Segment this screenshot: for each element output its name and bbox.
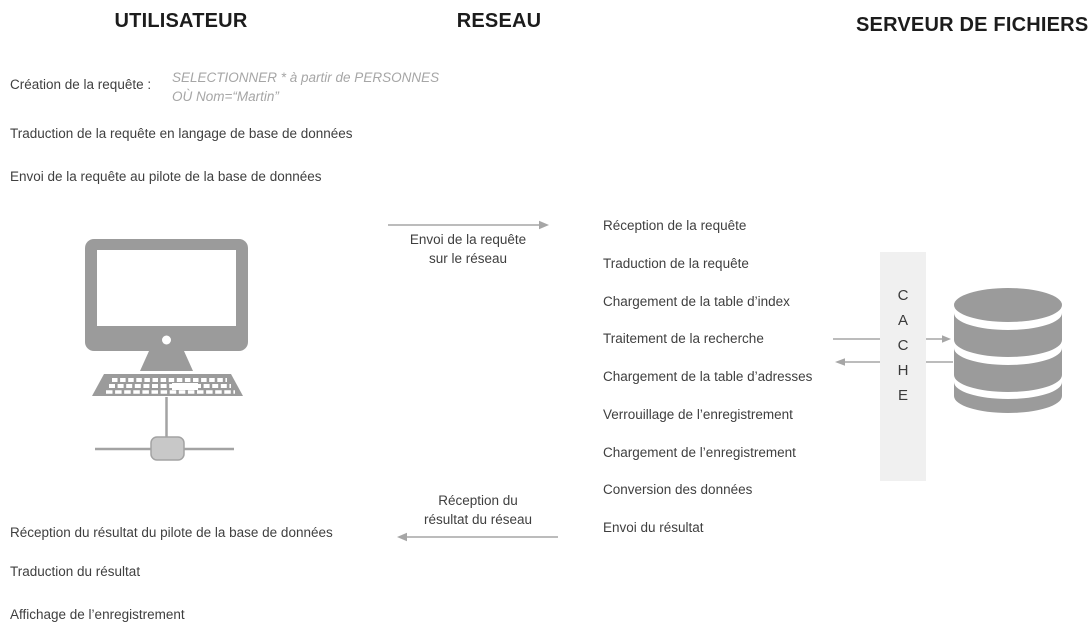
cache-letter-4: H bbox=[897, 362, 909, 379]
step-translate-request: Traduction de la requête en langage de base de données bbox=[10, 126, 353, 141]
arrow-cache-to-db-head bbox=[942, 335, 951, 343]
server-step-list bbox=[603, 218, 812, 558]
cache-box bbox=[880, 252, 926, 481]
network-send-label bbox=[387, 231, 549, 268]
cache-letter-5: E bbox=[897, 387, 908, 404]
keyboard-spacebar bbox=[172, 383, 198, 390]
step-display-record: Affichage de l’enregistrement bbox=[10, 607, 185, 622]
step-create-request: Création de la requête : bbox=[10, 77, 152, 92]
server-step-conversion: Conversion des données bbox=[603, 482, 753, 498]
database-cylinder-icon bbox=[954, 288, 1062, 413]
server-step-reception: Réception de la requête bbox=[603, 218, 747, 233]
step-translate-result: Traduction du résultat bbox=[10, 564, 141, 579]
network-receive-label-line1: Réception du bbox=[438, 493, 518, 508]
keyboard bbox=[92, 374, 243, 396]
cache-letter-1: C bbox=[897, 287, 909, 304]
arrow-send-request-network bbox=[388, 221, 549, 229]
cache-letter-3: C bbox=[897, 337, 909, 354]
server-step-traitement-recherche: Traitement de la recherche bbox=[603, 331, 764, 347]
server-step-traduction: Traduction de la requête bbox=[603, 255, 749, 271]
network-send-label-line2: sur le réseau bbox=[428, 250, 508, 266]
server-step-verrouillage: Verrouillage de l’enregistrement bbox=[603, 406, 793, 422]
heading-utilisateur: UTILISATEUR bbox=[114, 10, 248, 32]
desktop-computer-icon bbox=[85, 239, 248, 396]
step-receive-result: Réception du résultat du pilote de la base de données bbox=[10, 525, 333, 540]
monitor-screen bbox=[97, 250, 236, 326]
monitor-button bbox=[162, 336, 171, 345]
server-step-envoi-resultat: Envoi du résultat bbox=[603, 520, 704, 535]
network-node-icon bbox=[95, 397, 234, 460]
arrow-receive-result-network bbox=[397, 533, 558, 541]
server-step-chargement-index: Chargement de la table d’index bbox=[603, 293, 790, 309]
step-send-request: Envoi de la requête au pilote de la base de données bbox=[10, 169, 322, 184]
network-receive-label-line2: résultat du réseau bbox=[423, 511, 533, 527]
arrow-cache-to-list-head bbox=[835, 358, 845, 366]
monitor-stand bbox=[140, 351, 193, 371]
network-send-label-line1: Envoi de la requête bbox=[409, 232, 527, 247]
query-text-block bbox=[172, 68, 439, 106]
server-step-chargement-enregistrement: Chargement de l’enregistrement bbox=[603, 444, 796, 460]
heading-reseau: RESEAU bbox=[456, 10, 542, 32]
server-step-chargement-adresses: Chargement de la table d’adresses bbox=[603, 369, 813, 384]
query-line-2: OÙ Nom=“Martin” bbox=[172, 89, 279, 104]
network-receive-label bbox=[397, 492, 559, 529]
heading-serveur-de-fichiers: SERVEUR DE FICHIERS bbox=[856, 14, 1089, 36]
cache-letter-2: A bbox=[897, 312, 908, 329]
query-line-1: SELECTIONNER * à partir de PERSONNES bbox=[172, 70, 440, 85]
